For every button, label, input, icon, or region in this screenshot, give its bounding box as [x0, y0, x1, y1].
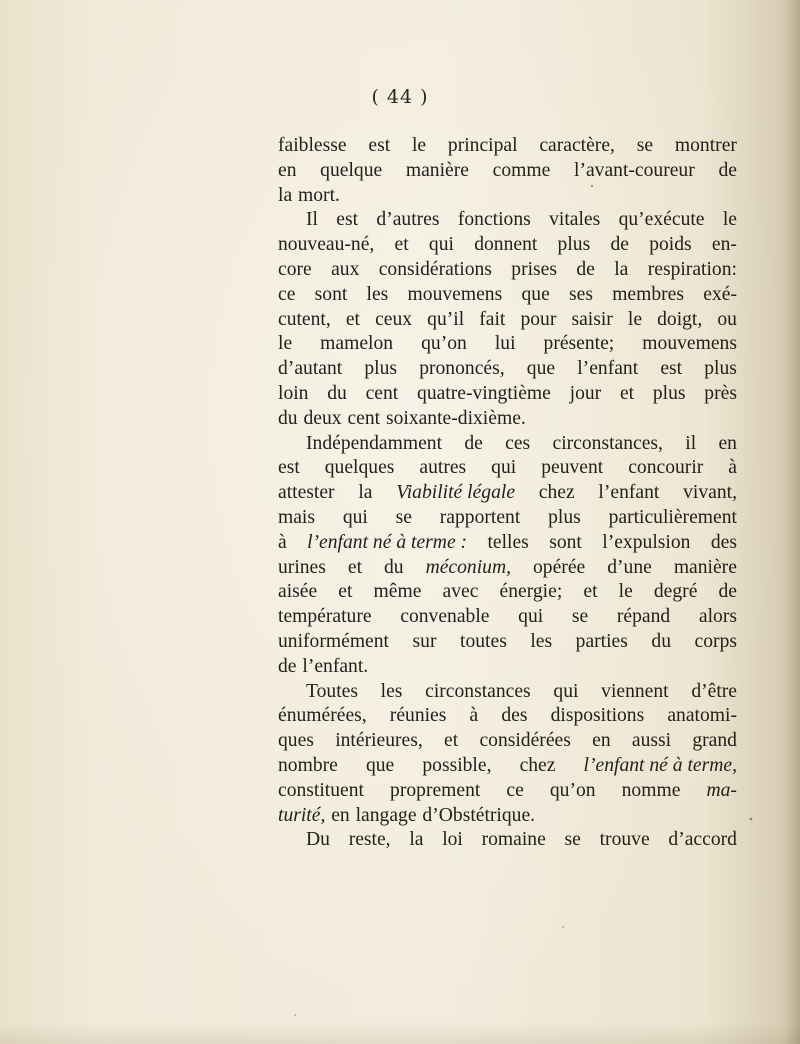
word: pour: [520, 308, 557, 330]
word: intérieures,: [335, 730, 423, 752]
word: la: [278, 184, 293, 206]
word: langage: [355, 804, 417, 826]
word: circonstances: [425, 680, 531, 702]
word: est: [660, 358, 683, 380]
word: en-: [711, 234, 737, 256]
word: cutent,: [278, 308, 331, 330]
word: alors: [698, 606, 737, 628]
word: Du: [306, 829, 330, 851]
word: plus: [364, 358, 398, 380]
word: qu’il: [427, 308, 465, 330]
word: particulièrement: [608, 506, 737, 528]
word: qu’on: [549, 779, 596, 801]
word: et: [619, 382, 635, 404]
word: qui: [491, 457, 517, 479]
word: possible,: [422, 754, 492, 776]
word: la: [358, 482, 373, 504]
word: fait: [479, 308, 506, 330]
word: peuvent: [541, 457, 604, 479]
word: en: [278, 159, 297, 181]
word: se: [636, 135, 654, 156]
word: et: [583, 581, 598, 603]
word: aussi: [631, 730, 672, 752]
word: de: [464, 432, 483, 454]
word: toutes: [460, 630, 507, 652]
word: en: [592, 730, 611, 752]
italic-term: ma-: [706, 779, 737, 801]
word: de: [576, 258, 595, 280]
word: que: [365, 754, 395, 776]
word: Toutes: [306, 680, 358, 702]
word: quelques: [324, 457, 395, 479]
word: près: [704, 382, 737, 404]
word: du: [327, 382, 347, 404]
word: et: [444, 730, 459, 752]
word: même: [373, 581, 422, 603]
word: jour: [569, 382, 602, 404]
word: qui: [553, 680, 579, 702]
word: du: [651, 630, 672, 652]
word: grand: [692, 730, 737, 752]
word: quatre-vingtième: [417, 382, 551, 404]
word: membres: [612, 283, 685, 305]
word: les: [530, 630, 553, 652]
word: mouvemens: [642, 333, 737, 355]
word: et: [347, 556, 363, 578]
word: ces: [505, 432, 531, 454]
word: caractère,: [539, 135, 615, 156]
word: opérée: [533, 556, 586, 578]
word: loin: [278, 382, 309, 404]
word: considérées: [479, 730, 571, 752]
word: et: [338, 581, 353, 603]
word: le: [411, 135, 427, 156]
word: rapportent: [439, 506, 521, 528]
italic-term: turité,: [278, 804, 326, 826]
word: aisée: [278, 581, 318, 603]
word: plus: [704, 358, 737, 380]
word: se: [564, 829, 581, 851]
word: plus: [557, 234, 591, 256]
word: nomme: [621, 779, 681, 801]
word: ceux: [375, 308, 413, 330]
word: le: [618, 581, 633, 603]
word: cent: [347, 407, 381, 429]
word: avec: [442, 581, 479, 603]
word: lui: [494, 333, 516, 355]
word: principal: [447, 135, 518, 156]
word: exé-: [703, 283, 737, 305]
word: que: [521, 283, 550, 305]
word: mouvemens: [407, 283, 503, 305]
word: la: [409, 829, 424, 851]
word: doigt,: [657, 308, 703, 330]
word: l’enfant: [598, 482, 660, 504]
word: le: [278, 333, 293, 355]
word: degré: [653, 581, 698, 603]
word: les: [366, 283, 389, 305]
word: de: [718, 581, 737, 603]
word: mort.: [298, 184, 340, 206]
word: qui: [342, 506, 368, 528]
word: qui: [518, 606, 544, 628]
word: prises: [511, 258, 557, 280]
word: qu’on: [421, 333, 467, 355]
word: énumérées,: [278, 705, 367, 727]
word: se: [395, 506, 412, 528]
word: à: [728, 457, 737, 479]
word: attester: [278, 482, 335, 504]
italic-term: l’enfant né à terme :: [307, 531, 468, 553]
word: ses: [569, 283, 593, 305]
word: mais: [278, 506, 316, 528]
word: du: [278, 407, 298, 429]
word: cent: [365, 382, 399, 404]
word: fonctions: [457, 209, 531, 231]
word: uniformément: [278, 630, 389, 652]
word: loi: [442, 829, 463, 851]
word: Indépendamment: [306, 432, 443, 454]
word: vitales: [549, 209, 601, 231]
word: ou: [717, 308, 737, 330]
word: parties: [575, 630, 628, 652]
word: que: [526, 358, 556, 380]
word: faiblesse: [278, 135, 347, 156]
italic-term: méconium,: [425, 556, 512, 578]
word: mamelon: [320, 333, 394, 355]
word: manière: [673, 556, 737, 578]
word: urines: [278, 556, 326, 578]
italic-term: Viabilité légale: [396, 482, 516, 504]
word: à: [278, 531, 287, 553]
word: convenable: [400, 606, 490, 628]
word: core: [278, 258, 312, 280]
word: les: [380, 680, 403, 702]
word: sur: [412, 630, 437, 652]
word: manière: [405, 159, 469, 181]
word: la: [614, 258, 629, 280]
word: en: [331, 804, 350, 826]
italic-term: l’enfant né à terme,: [583, 754, 737, 776]
ink-speck: [750, 818, 753, 821]
word: circonstances,: [552, 432, 663, 454]
word: romaine: [481, 829, 546, 851]
word: donnent: [474, 234, 538, 256]
word: corps: [694, 630, 737, 652]
word: quelque: [320, 159, 383, 181]
word: d’autres: [376, 209, 440, 231]
word: reste,: [348, 829, 391, 851]
word: soixante-dixième.: [385, 407, 526, 429]
word: des: [501, 705, 528, 727]
word: qui: [428, 234, 454, 256]
word: de: [278, 655, 297, 677]
word: d’accord: [668, 829, 737, 851]
word: est: [278, 457, 300, 479]
word: de: [718, 159, 737, 181]
word: poids: [649, 234, 692, 256]
word: des: [710, 531, 737, 553]
word: ce: [278, 283, 296, 305]
word: saisir: [571, 308, 613, 330]
word: à: [469, 705, 479, 727]
word: le: [722, 209, 737, 231]
word: considérations: [378, 258, 492, 280]
word: Il: [306, 209, 318, 231]
word: de: [610, 234, 629, 256]
word: ce: [506, 779, 524, 801]
word: qu’exécute: [618, 209, 705, 231]
word: chez: [538, 482, 575, 504]
word: du: [384, 556, 404, 578]
word: montrer: [674, 135, 737, 156]
word: d’une: [607, 556, 652, 578]
word: répand: [616, 606, 671, 628]
word: l’enfant: [577, 358, 639, 380]
word: et: [394, 234, 409, 256]
word: énergie;: [499, 581, 563, 603]
word: température: [278, 606, 372, 628]
word: et: [345, 308, 360, 330]
word: constituent: [278, 779, 364, 801]
word: plus: [652, 382, 686, 404]
word: se: [571, 606, 589, 628]
word: présente;: [543, 333, 615, 355]
word: est: [336, 209, 359, 231]
word: deux: [303, 407, 342, 429]
word: l’expulsion: [602, 531, 691, 553]
word: dispositions: [550, 705, 645, 727]
word: vivant,: [683, 482, 737, 504]
word: viennent: [601, 680, 669, 702]
word: prononcés,: [419, 358, 505, 380]
word: sont: [314, 283, 348, 305]
word: l’enfant.: [302, 655, 369, 677]
word: trouve: [599, 829, 650, 851]
word: proprement: [390, 779, 481, 801]
word: nouveau-né,: [278, 234, 375, 256]
ink-speck: [294, 1014, 296, 1016]
word: respiration:: [647, 258, 737, 280]
word: d’autant: [278, 358, 343, 380]
word: telles: [487, 531, 529, 553]
ink-speck: [591, 185, 593, 187]
word: concourir: [628, 457, 704, 479]
page-number: ( 44 ): [371, 86, 429, 108]
word: l’avant-coureur: [574, 159, 695, 181]
word: est: [368, 135, 391, 156]
word: ques: [278, 730, 314, 752]
word: plus: [548, 506, 581, 528]
word: d’être: [691, 680, 737, 702]
word: réunies: [389, 705, 447, 727]
word: il: [685, 432, 697, 454]
word: en: [718, 432, 737, 454]
word: nombre: [278, 754, 338, 776]
word: chez: [519, 754, 556, 776]
word: le: [627, 308, 643, 330]
ink-speck: [562, 926, 564, 928]
word: d’Obstétrique.: [422, 804, 536, 826]
word: aux: [331, 258, 360, 280]
word: autres: [419, 457, 467, 479]
word: sont: [549, 531, 582, 553]
word: comme: [492, 159, 551, 181]
word: anatomi-: [667, 705, 737, 727]
